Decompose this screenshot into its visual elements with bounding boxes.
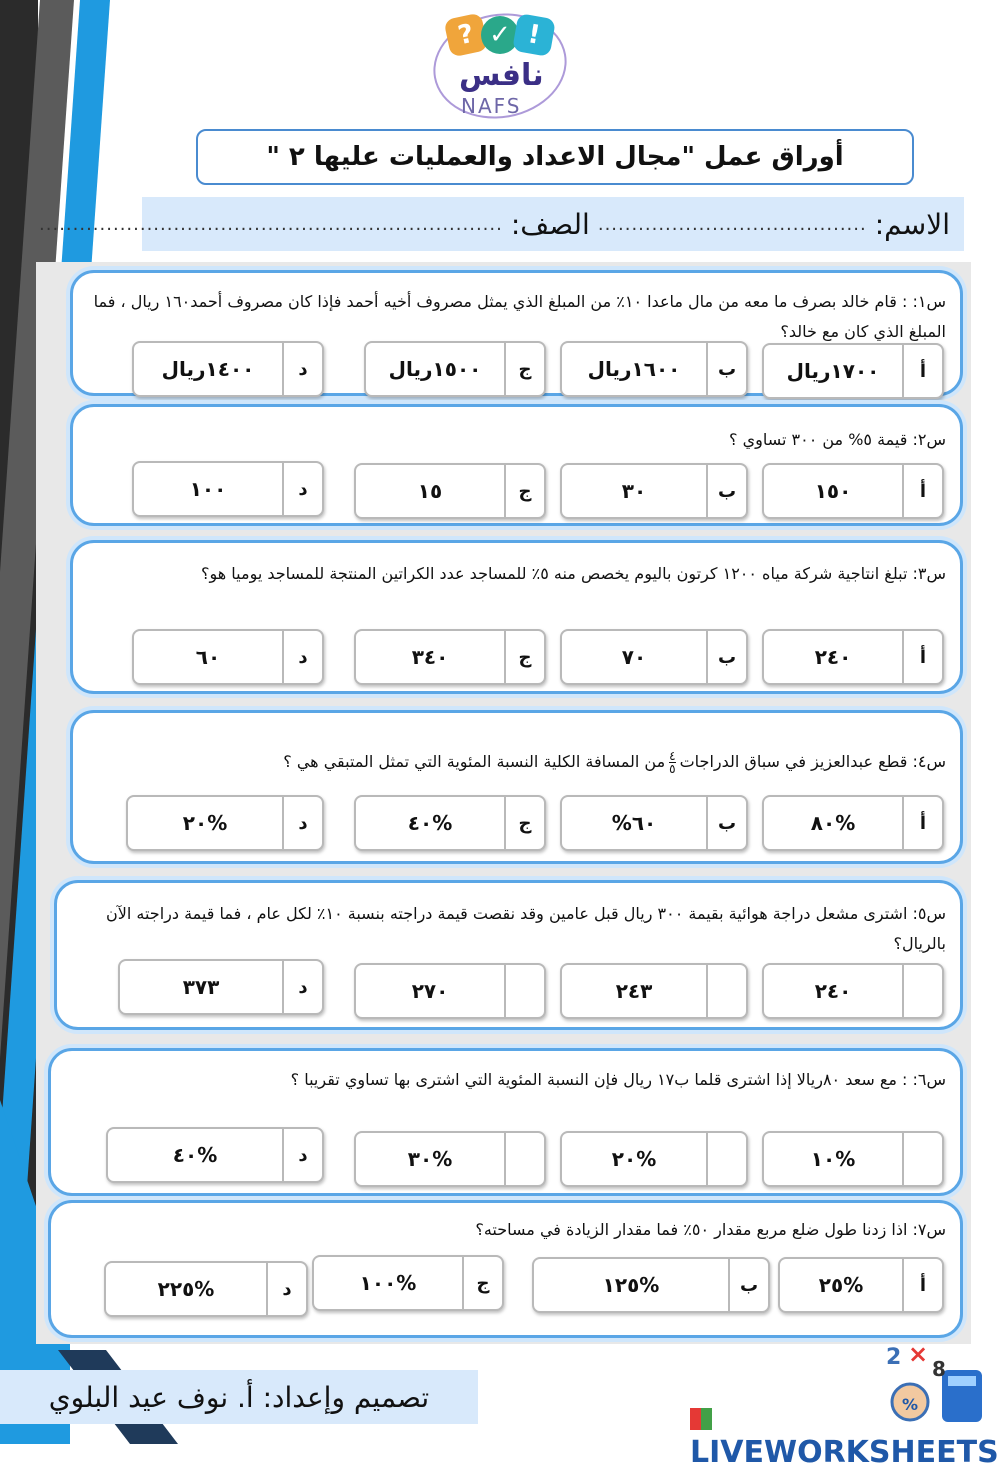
question-text: س٢: قيمة ٥% من ٣٠٠ تساوي ؟ xyxy=(728,430,946,449)
option-value: %١٠ xyxy=(810,1147,856,1171)
question-text: س٧: اذا زدنا طول ضلع مربع مقدار ٥٠٪ فما مقدار الزيادة في مساحته؟ xyxy=(475,1220,946,1239)
option-b[interactable] xyxy=(532,1257,770,1313)
option-b[interactable] xyxy=(560,963,748,1019)
fraction xyxy=(669,750,675,775)
option-letter: أ xyxy=(902,345,942,397)
option-value: ٣٧٣ xyxy=(182,975,220,999)
question-text: س٣: تبلغ انتاجية شركة مياه ١٢٠٠ كرتون باليوم يخصص منه ٥٪ للمساجد عدد الكراتين المنتجة للمساجد يوميا هو؟ xyxy=(201,564,946,583)
question-text: س١: : قام خالد بصرف ما معه من مال ماعدا ١٠٪ من المبلغ الذي يمثل مصروف أخيه أحمد فإذا كان مصروف أحمد١٦٠ ريال ، فما المبلغ الذي كان مع خالد؟ xyxy=(93,292,946,341)
option-value: %٤٠ xyxy=(407,811,453,835)
option-d[interactable] xyxy=(132,341,324,397)
option-value: ٣٠ xyxy=(621,479,647,503)
nafs-logo xyxy=(425,6,575,118)
option-d[interactable] xyxy=(118,959,324,1015)
liveworksheets-text: LIVEWORKSHEETS xyxy=(690,1435,999,1470)
option-c[interactable] xyxy=(312,1255,504,1311)
question-card-1 xyxy=(70,270,963,396)
option-letter: ج xyxy=(504,465,544,517)
svg-text:×: × xyxy=(908,1340,929,1368)
option-value: %٨٠ xyxy=(810,811,856,835)
option-letter: أ xyxy=(902,465,942,517)
option-d[interactable] xyxy=(132,629,324,685)
question-text: س٥: اشترى مشعل دراجة هوائية بقيمة ٣٠٠ ريال قبل عامين وقد نقصت قيمة دراجته بنسبة ١٠٪ لكل عام ، فما قيمة دراجته الآن بالريال؟ xyxy=(105,904,946,953)
option-letter: ج xyxy=(504,797,544,849)
option-value: ٢٤٣ xyxy=(615,979,653,1003)
fraction-denominator: ٥ xyxy=(669,761,676,776)
question-card-6 xyxy=(48,1048,963,1196)
option-c[interactable] xyxy=(354,463,546,519)
option-value: ١٧٠٠ريال xyxy=(786,359,880,383)
option-letter: د xyxy=(282,1129,322,1181)
question-bubble-icon: ? xyxy=(443,12,488,57)
option-value: ٣٤٠ xyxy=(411,645,449,669)
name-field[interactable]: ........................................ xyxy=(597,213,867,235)
option-letter: د xyxy=(282,961,322,1013)
option-value: ١٥٠٠ريال xyxy=(388,357,482,381)
question-text-before: س٤: قطع عبدالعزيز في سباق الدراجات xyxy=(679,752,946,771)
option-value: ٢٧٠ xyxy=(411,979,449,1003)
option-letter: د xyxy=(282,797,322,849)
option-c[interactable] xyxy=(354,963,546,1019)
option-b[interactable] xyxy=(560,629,748,685)
option-letter: ج xyxy=(462,1257,502,1309)
option-letter xyxy=(706,965,746,1017)
option-value: ١٦٠٠ريال xyxy=(587,357,681,381)
option-b[interactable] xyxy=(560,795,748,851)
liveworksheets-logo-icon xyxy=(690,1408,712,1430)
option-d[interactable] xyxy=(106,1127,324,1183)
name-label: الاسم: xyxy=(874,207,950,241)
option-value: %٤٠ xyxy=(172,1143,218,1167)
option-c[interactable] xyxy=(354,629,546,685)
option-letter: د xyxy=(282,343,322,395)
option-letter: د xyxy=(282,631,322,683)
question-text xyxy=(87,747,946,777)
question-card-7 xyxy=(48,1200,963,1338)
liveworksheets-watermark xyxy=(690,1400,1000,1470)
option-letter: ب xyxy=(728,1259,768,1311)
check-bubble-icon: ✓ xyxy=(481,16,519,54)
option-letter xyxy=(902,1133,942,1185)
option-value: ١٥٠ xyxy=(814,479,852,503)
svg-text:8: 8 xyxy=(932,1357,946,1381)
option-value: %٢٠ xyxy=(182,811,228,835)
option-value: %٢٠ xyxy=(611,1147,657,1171)
option-value: ٦٠% xyxy=(611,811,657,835)
option-a[interactable] xyxy=(762,963,944,1019)
option-d[interactable] xyxy=(126,795,324,851)
option-letter: ب xyxy=(706,797,746,849)
svg-text:2: 2 xyxy=(886,1345,902,1370)
logo-brand-english: NAFS xyxy=(461,94,522,118)
svg-text:%: % xyxy=(902,1395,919,1414)
option-b[interactable] xyxy=(560,341,748,397)
question-card-3 xyxy=(70,540,963,694)
option-value: %٢٥ xyxy=(818,1273,864,1297)
logo-brand-arabic: نافس xyxy=(459,58,544,93)
option-value: ٧٠ xyxy=(621,645,647,669)
option-letter: أ xyxy=(902,1259,942,1311)
option-letter: أ xyxy=(902,797,942,849)
option-a[interactable] xyxy=(762,1131,944,1187)
student-info-bar xyxy=(39,197,964,251)
fraction-numerator: ٤ xyxy=(669,748,676,763)
question-text: س٦: : مع سعد ٨٠ريالا إذا اشترى قلما ب١٧ ريال فإن النسبة المئوية التي اشترى بها تساوي تقريبا ؟ xyxy=(290,1070,946,1089)
option-letter: ب xyxy=(706,343,746,395)
option-value: %٣٠ xyxy=(407,1147,453,1171)
option-d[interactable] xyxy=(104,1261,308,1317)
option-letter: د xyxy=(266,1263,306,1315)
option-letter xyxy=(902,965,942,1017)
option-value: ٢٤٠ xyxy=(814,979,852,1003)
option-a[interactable] xyxy=(778,1257,944,1313)
option-a[interactable] xyxy=(762,629,944,685)
option-value: %٢٢٥ xyxy=(157,1277,215,1301)
option-value: %١٠٠ xyxy=(359,1271,417,1295)
option-letter xyxy=(504,965,544,1017)
option-a[interactable] xyxy=(762,343,944,399)
question-card-4 xyxy=(70,710,963,864)
question-card-2 xyxy=(70,404,963,526)
option-letter: ب xyxy=(706,631,746,683)
option-value: ١٠٠ xyxy=(189,477,227,501)
option-value: ٦٠ xyxy=(195,645,221,669)
option-letter: ج xyxy=(504,631,544,683)
author-credit: تصميم وإعداد: أ. نوف عيد البلوي xyxy=(0,1370,478,1424)
option-b[interactable] xyxy=(560,1131,748,1187)
option-c[interactable] xyxy=(364,341,546,397)
option-value: ١٤٠٠ريال xyxy=(161,357,255,381)
option-letter: ب xyxy=(706,465,746,517)
option-letter: د xyxy=(282,463,322,515)
option-value: %١٢٥ xyxy=(602,1273,660,1297)
option-letter xyxy=(706,1133,746,1185)
class-label: الصف: xyxy=(510,207,590,241)
option-c[interactable] xyxy=(354,1131,546,1187)
option-a[interactable] xyxy=(762,795,944,851)
option-c[interactable] xyxy=(354,795,546,851)
option-letter: ج xyxy=(504,343,544,395)
class-field[interactable]: ..................................................................... xyxy=(39,213,503,235)
option-a[interactable] xyxy=(762,463,944,519)
question-text-after: من المسافة الكلية النسبة المئوية التي تمثل المتبقي هي ؟ xyxy=(283,752,666,771)
option-letter xyxy=(504,1133,544,1185)
worksheet-title: أوراق عمل "مجال الاعداد والعمليات عليها ٢ " xyxy=(196,129,914,185)
option-value: ١٥ xyxy=(417,479,443,503)
option-letter: أ xyxy=(902,631,942,683)
question-card-5 xyxy=(54,880,963,1030)
exclamation-bubble-icon: ! xyxy=(512,13,556,57)
option-b[interactable] xyxy=(560,463,748,519)
option-d[interactable] xyxy=(132,461,324,517)
option-value: ٢٤٠ xyxy=(814,645,852,669)
